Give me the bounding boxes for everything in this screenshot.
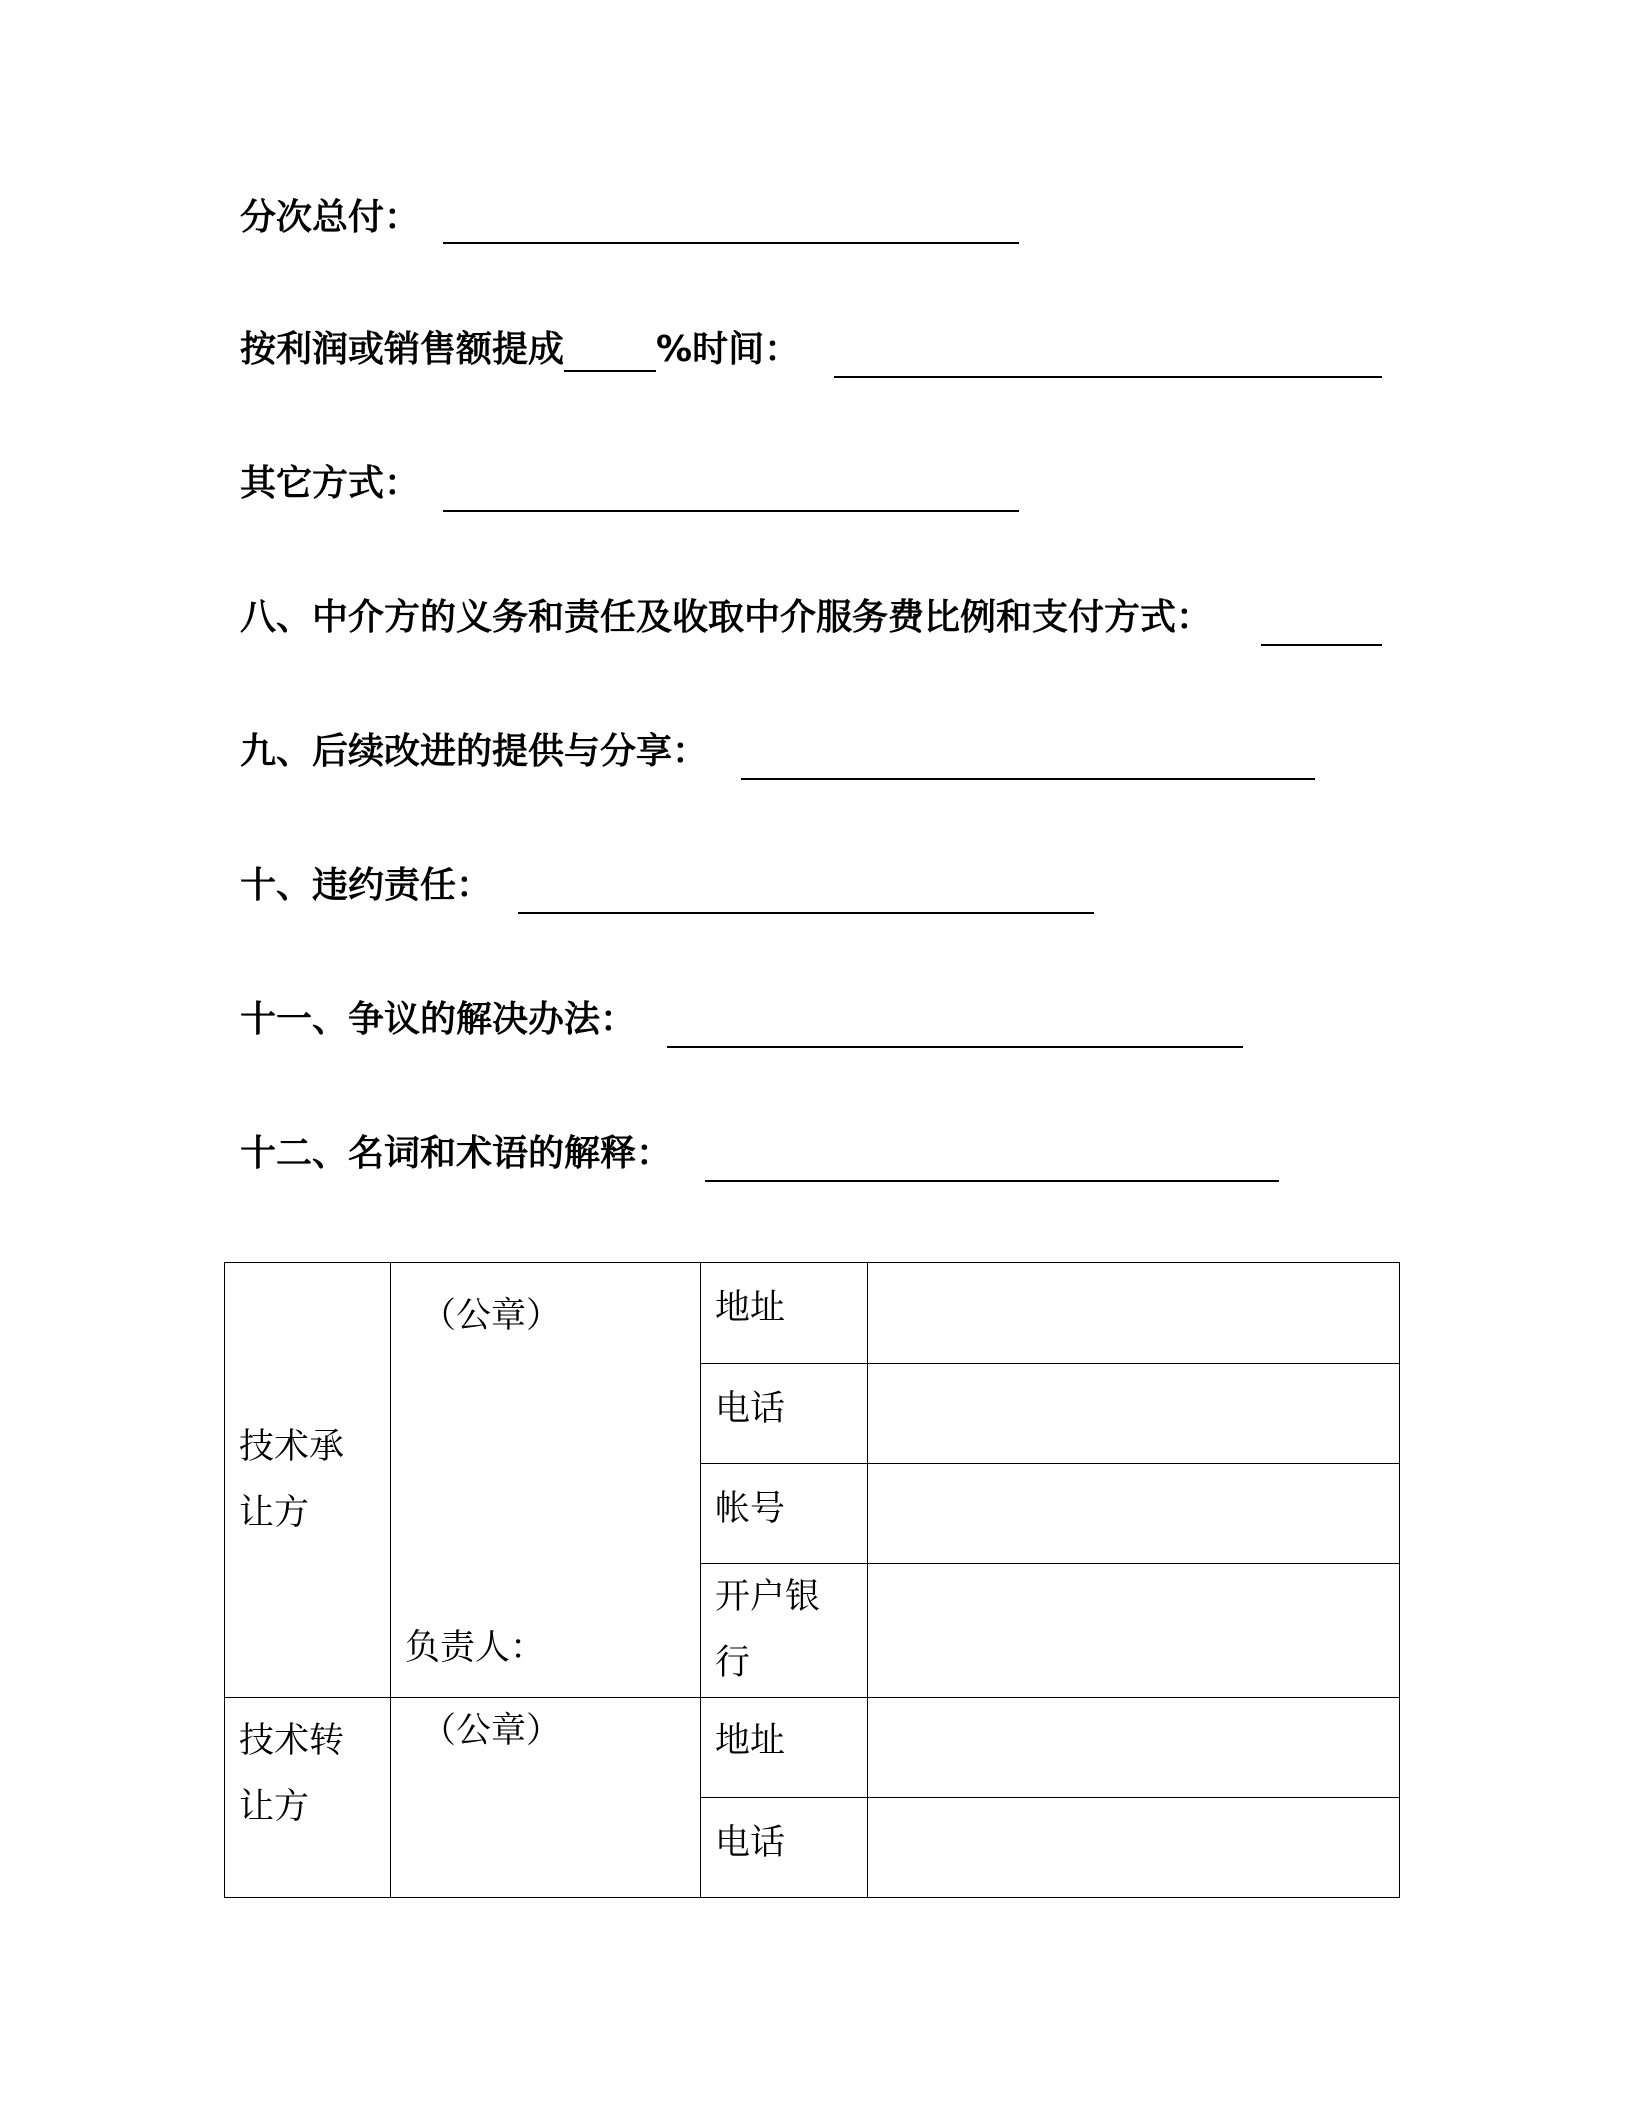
party-a-phone-label: 电话: [701, 1364, 868, 1464]
clause-other-label: 其它方式：: [240, 463, 421, 504]
installment-blank[interactable]: [443, 242, 1019, 244]
party-b-phone-value[interactable]: [868, 1798, 1400, 1898]
party-a-bank-label: [701, 1564, 868, 1698]
clause-10-blank[interactable]: [518, 912, 1094, 914]
other-blank[interactable]: [443, 510, 1019, 512]
party-a-name-line1: 技术承: [239, 1427, 345, 1467]
party-a-bank-line2: 行: [715, 1643, 751, 1683]
clause-8-label: 八、中介方的义务和责任及收取中介服务费比例和支付方式：: [240, 597, 1213, 638]
party-a-seal-cell[interactable]: [391, 1263, 701, 1698]
party-b-phone-label: 电话: [701, 1798, 868, 1898]
party-b-address-value[interactable]: [868, 1698, 1400, 1798]
royalty-time-blank[interactable]: [834, 376, 1382, 378]
party-a-bank-value[interactable]: [868, 1564, 1400, 1698]
clause-8-blank[interactable]: [1261, 644, 1382, 646]
party-a-account-label: 帐号: [701, 1464, 868, 1564]
signature-table: [224, 1262, 1400, 1898]
party-a-signatory-label: 负责人：: [405, 1628, 546, 1668]
clause-12-label: 十二、名词和术语的解释：: [240, 1133, 673, 1174]
royalty-suffix: %时间：: [656, 329, 801, 370]
clause-installment-label: 分次总付：: [240, 197, 421, 238]
clause-royalty-label: [240, 328, 800, 372]
royalty-prefix: 按利润或销售额提成: [240, 329, 565, 370]
party-a-address-label: 地址: [701, 1263, 868, 1364]
party-b-name-line1: 技术转: [239, 1721, 345, 1761]
party-b-address-label: 地址: [701, 1698, 868, 1798]
clause-10-label: 十、违约责任：: [240, 865, 493, 906]
party-b-name-cell: [225, 1698, 391, 1898]
clause-11-label: 十一、争议的解决办法：: [240, 999, 637, 1040]
clause-11-blank[interactable]: [667, 1046, 1243, 1048]
party-a-account-value[interactable]: [868, 1464, 1400, 1564]
party-a-name-cell: [225, 1263, 391, 1698]
party-b-seal-label: （公章）: [421, 1711, 562, 1751]
party-a-seal-label: （公章）: [421, 1296, 562, 1336]
party-a-address-value[interactable]: [868, 1263, 1400, 1364]
clause-12-blank[interactable]: [705, 1180, 1279, 1182]
party-b-seal-cell[interactable]: [391, 1698, 701, 1898]
party-a-phone-value[interactable]: [868, 1364, 1400, 1464]
royalty-percent-blank[interactable]: [564, 340, 656, 372]
party-a-bank-line1: 开户银: [715, 1577, 821, 1617]
clause-9-label: 九、后续改进的提供与分享：: [240, 731, 709, 772]
party-b-name-line2: 让方: [239, 1787, 310, 1827]
clause-9-blank[interactable]: [741, 778, 1315, 780]
party-a-name-line2: 让方: [239, 1493, 310, 1533]
